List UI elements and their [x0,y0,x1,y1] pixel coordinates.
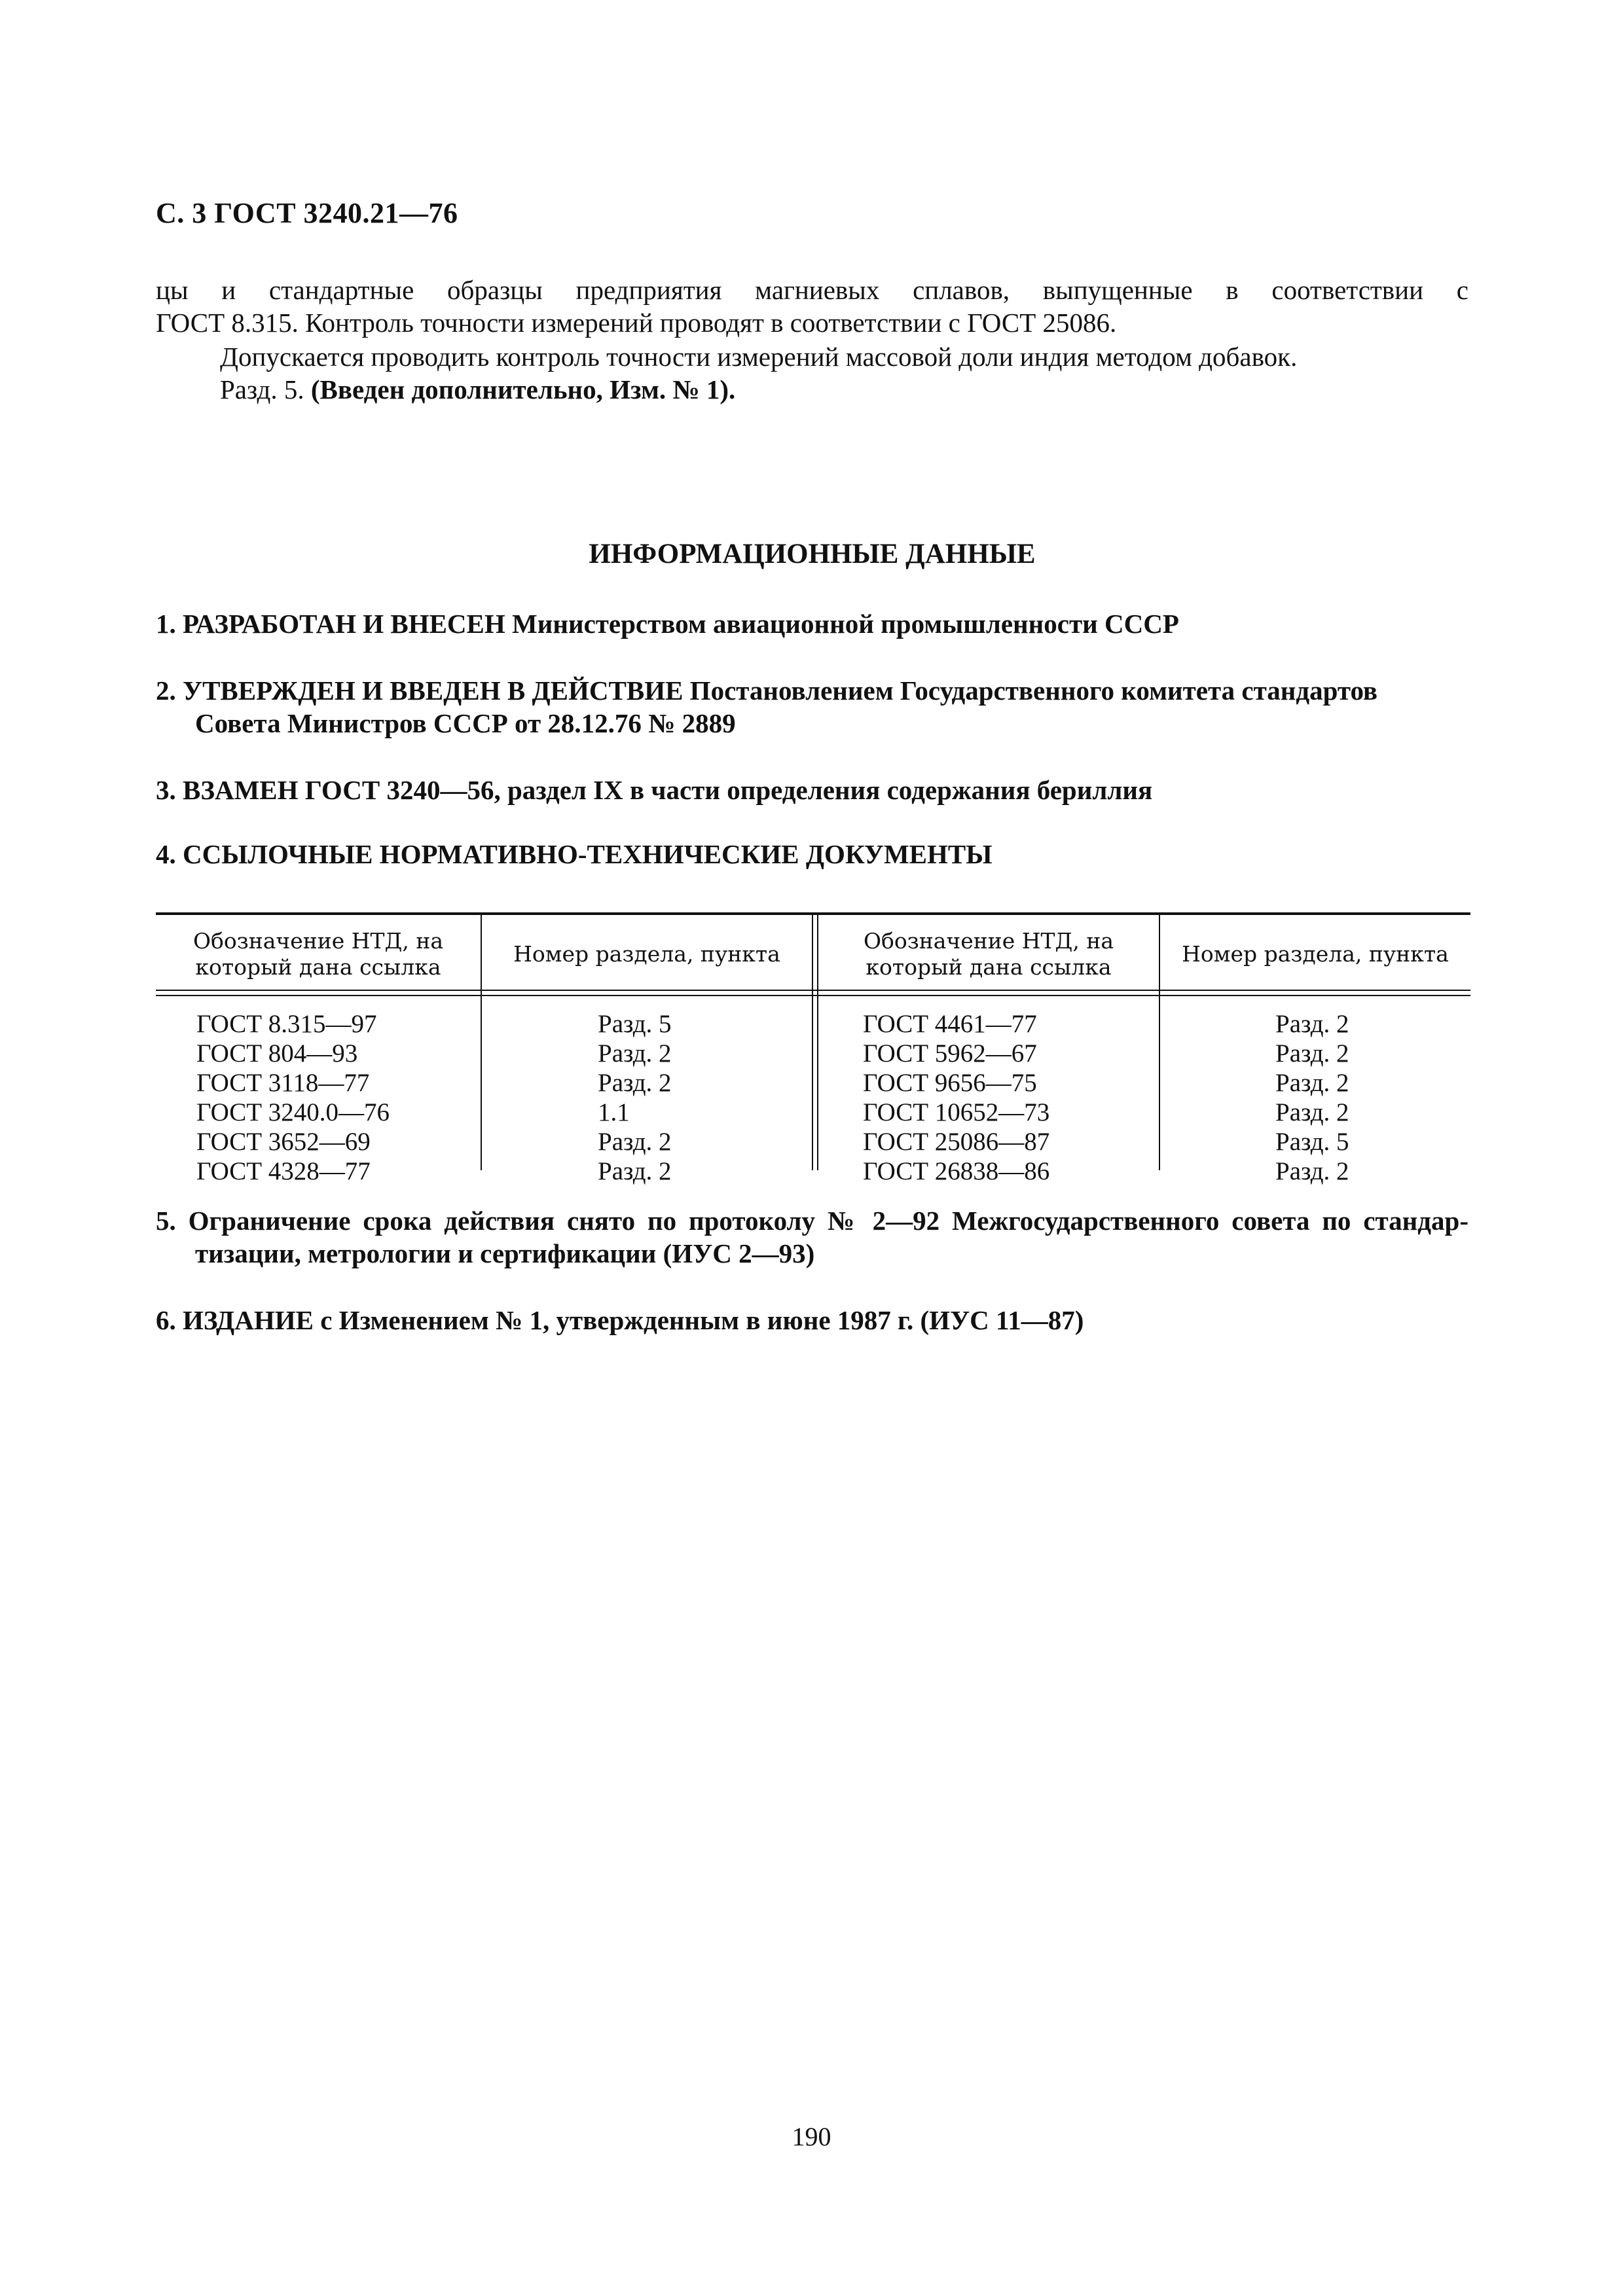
table-cell: Разд. 2 [598,1039,672,1067]
info-item-4: 4. ССЫЛОЧНЫЕ НОРМАТИВНО-ТЕХНИЧЕСКИЕ ДОКУМЕНТЫ [156,839,993,869]
column-right-sections [1275,1009,1459,1186]
info-item-5-line1: 5. Ограничение срока действия снято по протоколу № 2—92 Межгосударственного совета по стандар- [156,1206,1468,1236]
table-cell: ГОСТ 804—93 [196,1039,358,1067]
table-cell: ГОСТ 3118—77 [196,1069,370,1097]
column-left-docs [196,1009,478,1186]
table-cell: Разд. 2 [1275,1098,1349,1126]
table-cell: ГОСТ 3240.0—76 [196,1098,390,1126]
table-cell: ГОСТ 9656—75 [863,1069,1037,1097]
table-cell: Разд. 2 [1275,1010,1349,1038]
table-top-rule [156,912,1470,915]
table-cell: Разд. 5 [598,1010,672,1038]
info-item-2-line1: 2. УТВЕРЖДЕН И ВВЕДЕН В ДЕЙСТВИЕ Постановлением Государственного комитета стандартов [156,675,1378,706]
intro-line-3: Допускается проводить контроль точности измерений массовой доли индия методом добавок. [220,342,1298,372]
header-section-left: Номер раздела, пункта [513,941,780,967]
table-cell: ГОСТ 25086—87 [863,1128,1050,1156]
document-header: С. 3 ГОСТ 3240.21—76 [156,197,458,229]
table-cell: ГОСТ 10652—73 [863,1098,1050,1126]
table-cell: ГОСТ 3652—69 [196,1128,371,1156]
table-column-rule [812,915,813,1170]
amendment-note: (Введен дополнительно, Изм. № 1). [310,374,736,404]
table-cell: Разд. 2 [598,1069,672,1097]
header-section-right: Номер раздела, пункта [1182,941,1449,967]
table-cell: ГОСТ 4461—77 [863,1010,1037,1038]
info-item-5-line2: тизации, метрологии и сертификации (ИУС 2—93) [195,1238,815,1268]
table-cell: ГОСТ 4328—77 [196,1157,371,1185]
section-ref: Разд. 5. [220,374,304,404]
table-cell: ГОСТ 8.315—97 [196,1010,377,1038]
intro-line-4 [220,373,1470,406]
header-doc-right: Обозначение НТД, на который дана ссылка [863,928,1114,980]
table-header-rule [156,995,1470,996]
table-cell: Разд. 5 [1275,1128,1349,1156]
info-item-5 [156,1204,1468,1270]
page-number: 190 [792,2122,831,2151]
table-cell: Разд. 2 [1275,1069,1349,1097]
table-cell: Разд. 2 [598,1128,672,1156]
table-cell: Разд. 2 [1275,1157,1349,1185]
intro-line-2: ГОСТ 8.315. Контроль точности измерений проводят в соответствии с ГОСТ 25086. [156,308,1117,338]
info-item-3: 3. ВЗАМЕН ГОСТ 3240—56, раздел IX в части определения содержания бериллия [156,775,1153,805]
table-cell: ГОСТ 26838—86 [863,1157,1050,1185]
header-doc-left: Обозначение НТД, на который дана ссылка [192,928,444,980]
table-cell: ГОСТ 5962—67 [863,1039,1037,1067]
info-item-1: 1. РАЗРАБОТАН И ВНЕСЕН Министерством авиационной промышленности СССР [156,609,1179,639]
section-title: ИНФОРМАЦИОННЫЕ ДАННЫЕ [589,539,1036,569]
column-right-docs [863,1009,1151,1186]
reference-table [156,912,1470,1185]
intro-line-1: цы и стандартные образцы предприятия магниевых сплавов, выпущенные в соответствии с [156,275,1468,305]
table-cell: Разд. 2 [598,1157,672,1185]
column-left-sections [598,1009,794,1186]
table-cell: Разд. 2 [1275,1039,1349,1067]
table-cell: 1.1 [598,1098,630,1126]
table-header-rule [156,990,1470,991]
info-item-2 [156,674,1468,740]
info-item-2-line2: Совета Министров СССР от 28.12.76 № 2889 [195,708,736,738]
info-item-6: 6. ИЗДАНИЕ с Изменением № 1, утвержденным в июне 1987 г. (ИУС 11—87) [156,1305,1084,1335]
